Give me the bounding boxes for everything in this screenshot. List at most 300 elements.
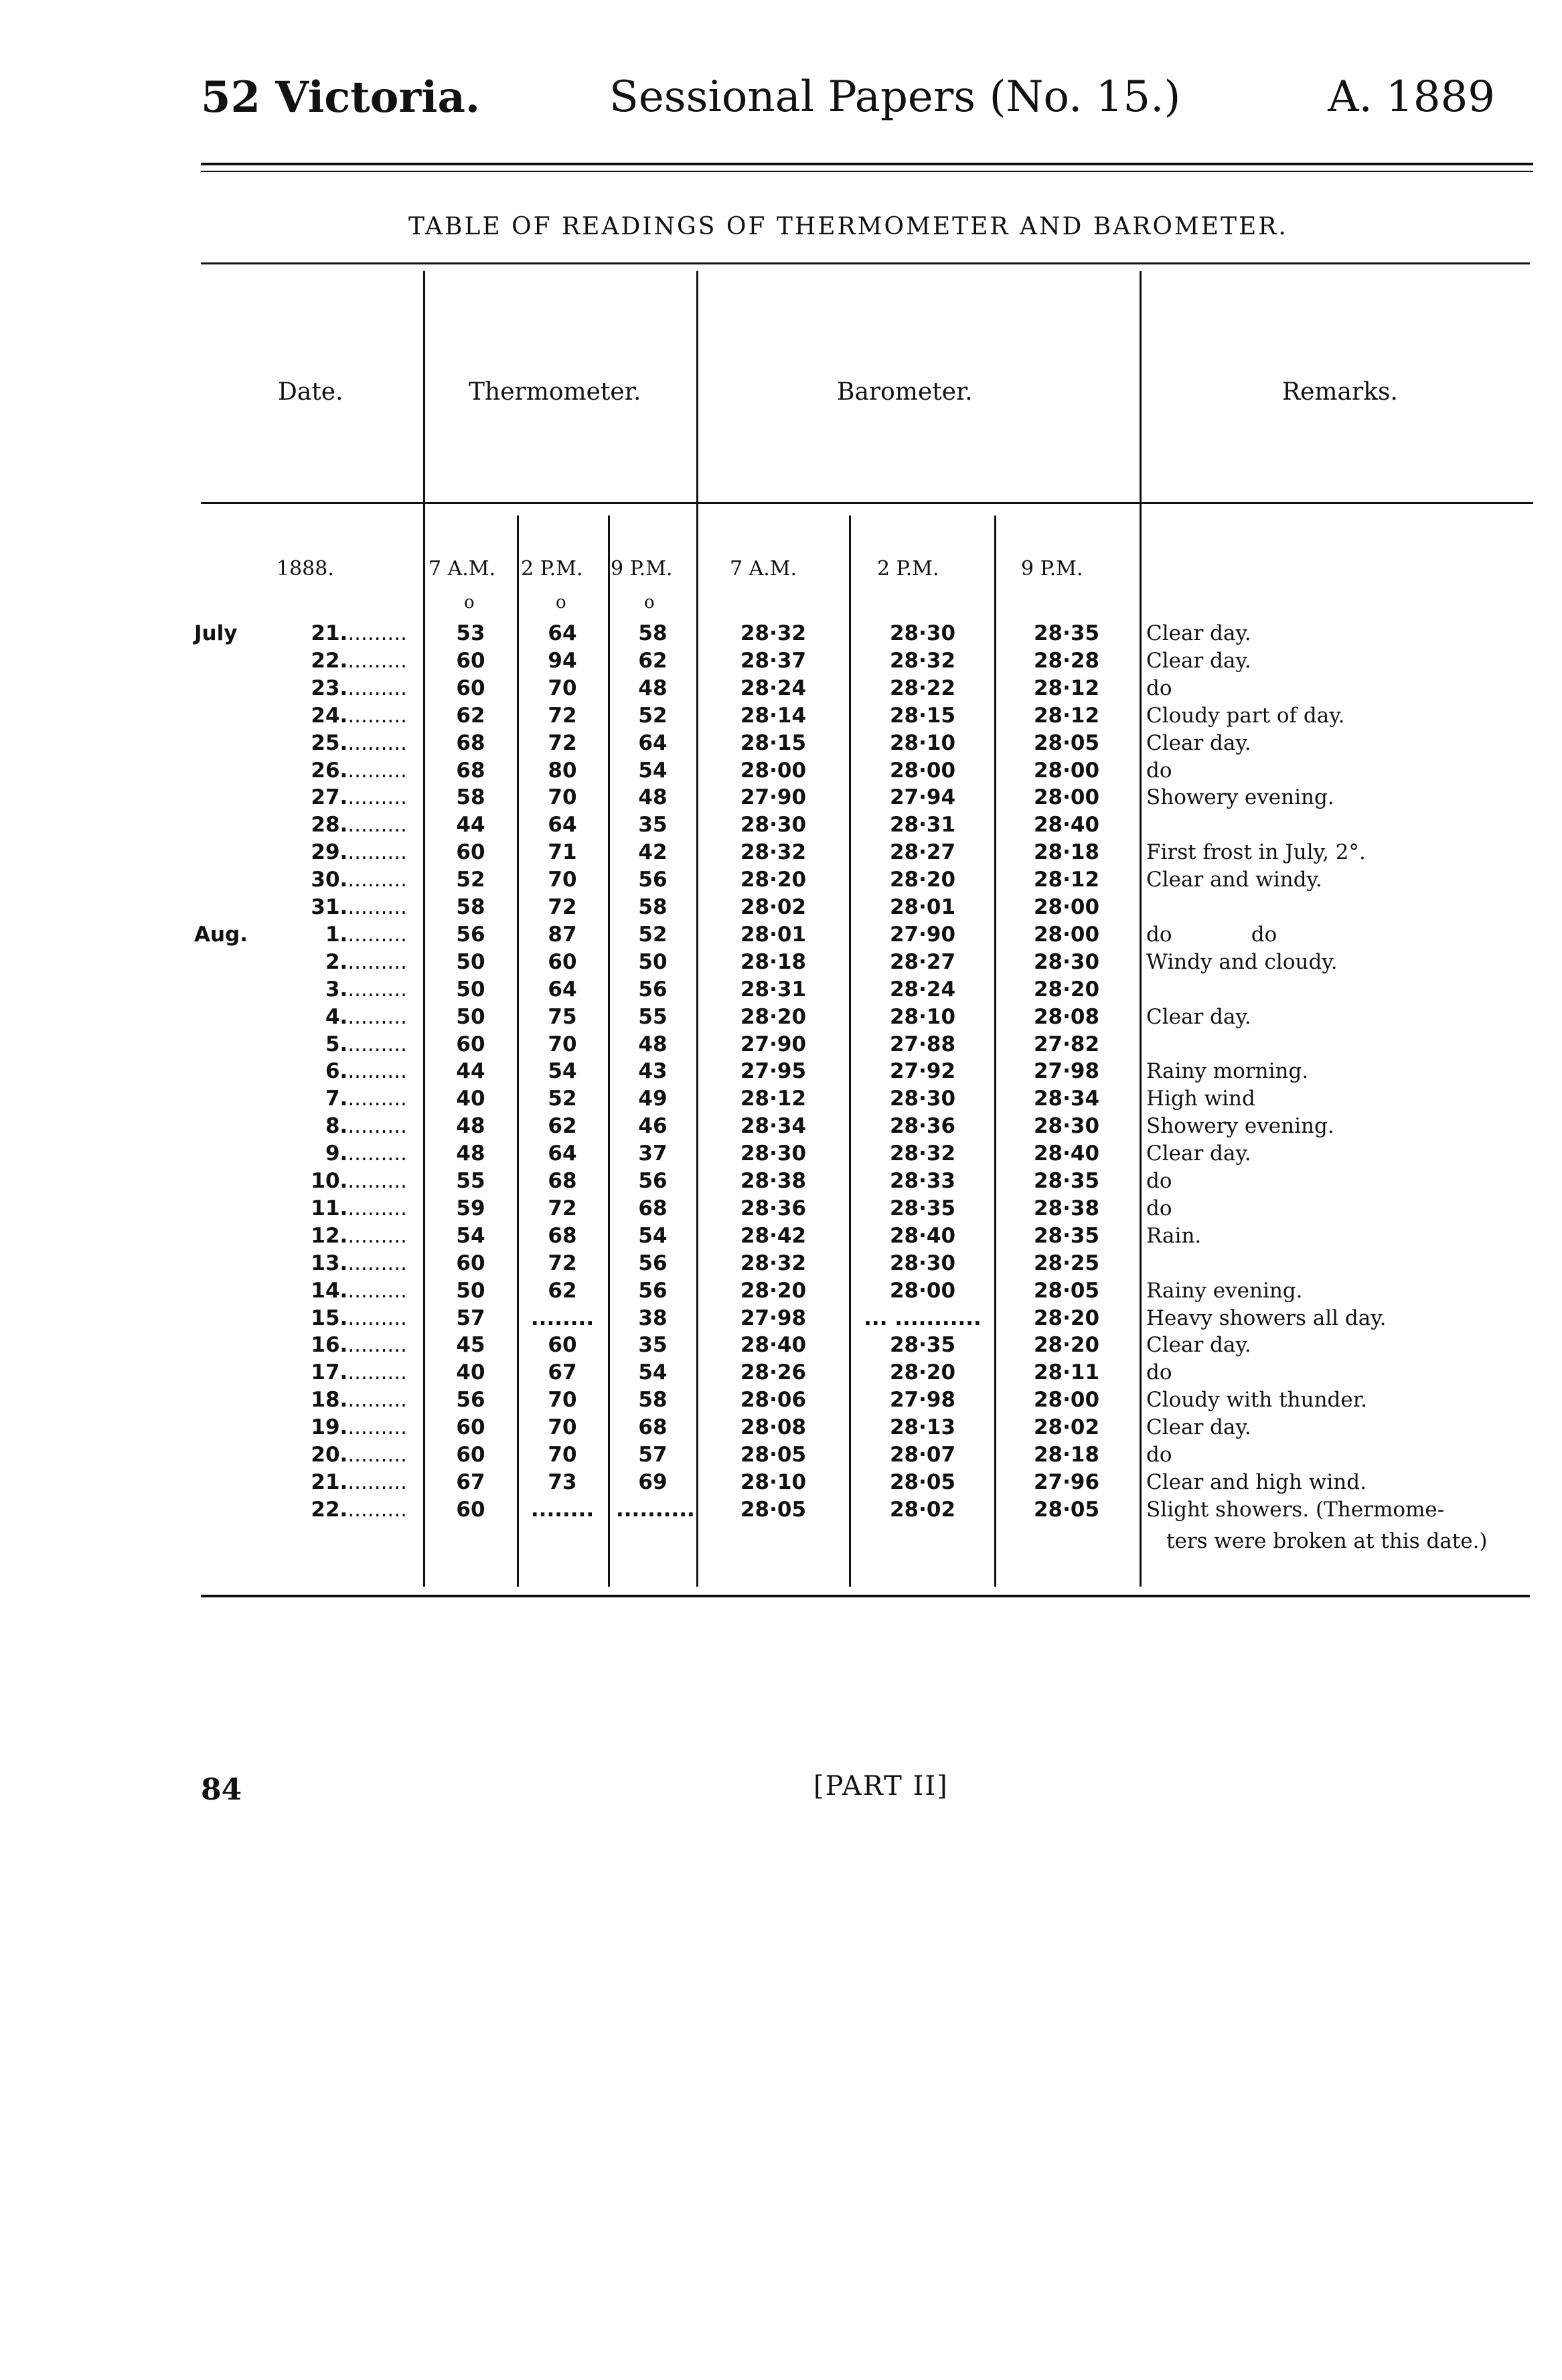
part-label: [PART II] — [813, 1771, 949, 1802]
cell-baro-2pm: 28·20 — [889, 868, 956, 892]
leader-dots: ......... — [347, 868, 407, 892]
table-row — [0, 731, 1562, 758]
cell-date — [194, 1059, 407, 1083]
cell-thermo-9pm: 54 — [638, 758, 668, 783]
subhead-baro-2pm: 2 P.M. — [877, 557, 939, 580]
table-row — [0, 1306, 1562, 1333]
cell-day: 21. — [311, 1470, 348, 1494]
cell-thermo-7am: 50 — [456, 1004, 485, 1029]
cell-baro-9pm: 28·00 — [1033, 895, 1100, 919]
cell-thermo-2pm: ........ — [530, 1305, 595, 1330]
degree-mark-9pm: o — [644, 592, 655, 613]
cell-baro-7am: 28·42 — [740, 1223, 807, 1248]
cell-baro-7am: 28·37 — [740, 648, 807, 673]
cell-baro-9pm: 28·20 — [1033, 977, 1100, 1002]
leader-dots: ......... — [347, 785, 407, 810]
leader-dots: ......... — [347, 1415, 407, 1440]
cell-thermo-9pm: 42 — [638, 840, 668, 865]
page-number: 84 — [201, 1773, 242, 1807]
cell-thermo-9pm: 58 — [638, 1388, 668, 1413]
cell-date — [194, 868, 407, 892]
table-row — [0, 676, 1562, 703]
cell-thermo-9pm: 54 — [638, 1360, 668, 1385]
cell-thermo-7am: 59 — [456, 1196, 485, 1220]
leader-dots: ......... — [347, 1497, 407, 1522]
cell-baro-9pm: 28·18 — [1033, 840, 1100, 865]
cell-day: 6. — [325, 1059, 348, 1084]
table-row — [0, 895, 1562, 922]
cell-remark: Windy and cloudy. — [1146, 949, 1338, 974]
cell-date — [194, 1224, 407, 1248]
cell-thermo-9pm: 48 — [638, 676, 668, 700]
cell-thermo-7am: 55 — [456, 1169, 485, 1193]
cell-baro-9pm: 28·40 — [1033, 1141, 1100, 1166]
table-top-rule — [201, 262, 1530, 264]
cell-baro-9pm: 28·28 — [1033, 648, 1100, 673]
remark-continuation: ters were broken at this date.) — [1166, 1529, 1488, 1553]
column-header-remarks: Remarks. — [1282, 378, 1398, 406]
cell-day: 17. — [311, 1360, 348, 1385]
cell-date — [194, 1388, 407, 1412]
leader-dots: ......... — [347, 1360, 407, 1385]
table-row — [0, 1087, 1562, 1113]
cell-thermo-7am: 58 — [456, 895, 485, 919]
table-row — [0, 621, 1562, 648]
cell-thermo-7am: 40 — [456, 1360, 485, 1385]
table-row — [0, 1443, 1562, 1470]
cell-day: 31. — [311, 895, 348, 919]
cell-baro-9pm: 28·25 — [1033, 1251, 1100, 1275]
cell-day: 28. — [311, 813, 348, 838]
cell-day: 7. — [325, 1087, 348, 1111]
cell-remark: Clear day. — [1146, 1004, 1251, 1029]
cell-thermo-2pm: 72 — [548, 1196, 577, 1220]
cell-baro-7am: 28·01 — [740, 922, 807, 947]
cell-thermo-2pm: 70 — [548, 1388, 577, 1413]
cell-thermo-9pm: 56 — [638, 1169, 668, 1193]
cell-thermo-7am: 60 — [456, 1443, 485, 1467]
cell-month: July — [194, 621, 238, 645]
cell-baro-2pm: 28·33 — [889, 1169, 956, 1193]
cell-baro-2pm: ... ........... — [864, 1305, 982, 1330]
leader-dots: ......... — [347, 1388, 407, 1413]
cell-baro-7am: 28·30 — [740, 813, 807, 838]
cell-date — [194, 923, 407, 947]
cell-baro-9pm: 28·30 — [1033, 1114, 1100, 1139]
cell-thermo-2pm: 70 — [548, 1415, 577, 1440]
cell-baro-7am: 27·90 — [740, 785, 807, 810]
table-row — [0, 1196, 1562, 1223]
cell-date — [194, 1005, 407, 1029]
cell-baro-7am: 28·40 — [740, 1333, 807, 1358]
cell-baro-9pm: 28·00 — [1033, 758, 1100, 783]
cell-baro-9pm: 28·38 — [1033, 1196, 1100, 1220]
cell-baro-7am: 28·15 — [740, 730, 807, 755]
cell-thermo-9pm: 43 — [638, 1059, 668, 1084]
subhead-thermo-2pm: 2 P.M. — [521, 557, 583, 580]
cell-day: 14. — [311, 1278, 348, 1303]
cell-thermo-9pm: 56 — [638, 868, 668, 892]
table-row — [0, 1032, 1562, 1059]
table-row — [0, 704, 1562, 730]
cell-baro-9pm: 28·02 — [1033, 1415, 1100, 1440]
cell-date — [194, 1279, 407, 1303]
cell-baro-2pm: 28·15 — [889, 703, 956, 728]
cell-baro-2pm: 28·01 — [889, 895, 956, 919]
leader-dots: ......... — [347, 813, 407, 838]
cell-thermo-2pm: 68 — [548, 1169, 577, 1193]
cell-date — [194, 813, 407, 837]
cell-baro-2pm: 28·00 — [889, 1278, 956, 1303]
leader-dots: ......... — [347, 621, 407, 645]
table-row — [0, 759, 1562, 785]
cell-month: Aug. — [194, 922, 248, 947]
cell-remark: Cloudy with thunder. — [1146, 1388, 1368, 1413]
cell-baro-9pm: 28·18 — [1033, 1443, 1100, 1467]
cell-baro-7am: 28·12 — [740, 1087, 807, 1111]
cell-date — [194, 950, 407, 974]
cell-baro-2pm: 28·07 — [889, 1443, 956, 1467]
table-row — [0, 1388, 1562, 1415]
cell-baro-7am: 28·26 — [740, 1360, 807, 1385]
cell-thermo-2pm: 62 — [548, 1114, 577, 1139]
cell-baro-7am: 27·95 — [740, 1059, 807, 1084]
degree-mark-2pm: o — [556, 592, 566, 613]
cell-day: 29. — [311, 840, 348, 865]
leader-dots: ......... — [347, 949, 407, 974]
cell-baro-2pm: 28·32 — [889, 648, 956, 673]
table-row — [0, 1498, 1562, 1524]
cell-remark: High wind — [1146, 1087, 1255, 1111]
cell-thermo-2pm: 72 — [548, 1251, 577, 1275]
cell-thermo-7am: 60 — [456, 1032, 485, 1056]
cell-baro-9pm: 28·05 — [1033, 1497, 1100, 1522]
cell-day: 3. — [325, 977, 348, 1002]
cell-thermo-7am: 50 — [456, 949, 485, 974]
cell-thermo-9pm: 68 — [638, 1415, 668, 1440]
cell-day: 22. — [311, 648, 348, 673]
cell-thermo-7am: 60 — [456, 1415, 485, 1440]
cell-day: 24. — [311, 703, 348, 728]
leader-dots: ......... — [347, 1114, 407, 1139]
cell-remark: Showery evening. — [1146, 1114, 1334, 1139]
cell-date — [194, 785, 407, 809]
cell-date — [194, 649, 407, 673]
leader-dots: ......... — [347, 922, 407, 947]
table-row — [0, 977, 1562, 1004]
cell-thermo-7am: 60 — [456, 840, 485, 865]
header-year: A. 1889 — [1328, 72, 1495, 122]
cell-baro-2pm: 27·98 — [889, 1388, 956, 1413]
leader-dots: ......... — [347, 1087, 407, 1111]
cell-remark: Clear day. — [1146, 1333, 1251, 1358]
cell-thermo-7am: 48 — [456, 1114, 485, 1139]
cell-date — [194, 759, 407, 783]
cell-baro-9pm: 28·11 — [1033, 1360, 1100, 1385]
cell-date — [194, 676, 407, 700]
cell-remark: do — [1146, 1360, 1172, 1385]
cell-day: 21. — [311, 621, 348, 645]
cell-thermo-9pm: 58 — [638, 895, 668, 919]
table-row — [0, 785, 1562, 812]
cell-remark: do — [1146, 676, 1172, 700]
cell-baro-7am: 28·18 — [740, 949, 807, 974]
cell-thermo-7am: 68 — [456, 758, 485, 783]
cell-date — [194, 1470, 407, 1494]
cell-date — [194, 1498, 407, 1522]
cell-date — [194, 1251, 407, 1275]
cell-thermo-7am: 68 — [456, 730, 485, 755]
cell-thermo-7am: 53 — [456, 621, 485, 645]
cell-day: 15. — [311, 1305, 348, 1330]
cell-baro-7am: 28·24 — [740, 676, 807, 700]
cell-baro-7am: 28·10 — [740, 1470, 807, 1494]
cell-remark: Showery evening. — [1146, 785, 1334, 810]
cell-baro-2pm: 28·02 — [889, 1497, 956, 1522]
cell-thermo-7am: 40 — [456, 1087, 485, 1111]
leader-dots: ......... — [347, 1278, 407, 1303]
cell-baro-9pm: 28·00 — [1033, 785, 1100, 810]
cell-remark: do do — [1146, 922, 1277, 947]
cell-day: 30. — [311, 868, 348, 892]
cell-thermo-2pm: 54 — [548, 1059, 577, 1084]
cell-thermo-9pm: 38 — [638, 1305, 668, 1330]
table-row — [0, 868, 1562, 894]
cell-baro-7am: 28·14 — [740, 703, 807, 728]
leader-dots: ......... — [347, 895, 407, 919]
cell-day: 13. — [311, 1251, 348, 1275]
cell-baro-9pm: 28·30 — [1033, 949, 1100, 974]
cell-baro-7am: 28·05 — [740, 1497, 807, 1522]
table-caption: TABLE OF READINGS OF THERMOMETER AND BAROMETER. — [408, 213, 1288, 240]
header-rule-bottom — [201, 171, 1533, 172]
cell-baro-2pm: 28·27 — [889, 949, 956, 974]
cell-date — [194, 621, 407, 645]
cell-remark: Clear day. — [1146, 1415, 1251, 1440]
cell-thermo-9pm: 56 — [638, 977, 668, 1002]
cell-thermo-2pm: 72 — [548, 703, 577, 728]
cell-thermo-9pm: 52 — [638, 703, 668, 728]
cell-date — [194, 840, 407, 864]
leader-dots: ......... — [347, 840, 407, 865]
cell-remark: Heavy showers all day. — [1146, 1305, 1387, 1330]
cell-baro-2pm: 28·36 — [889, 1114, 956, 1139]
cell-day: 12. — [311, 1223, 348, 1248]
cell-baro-2pm: 28·30 — [889, 1251, 956, 1275]
cell-date — [194, 1443, 407, 1467]
cell-thermo-2pm: 73 — [548, 1470, 577, 1494]
cell-thermo-7am: 60 — [456, 648, 485, 673]
cell-remark: First frost in July, 2°. — [1146, 840, 1366, 865]
cell-baro-2pm: 28·27 — [889, 840, 956, 865]
table-row — [0, 813, 1562, 840]
cell-baro-2pm: 27·94 — [889, 785, 956, 810]
cell-thermo-7am: 52 — [456, 868, 485, 892]
cell-baro-9pm: 27·96 — [1033, 1470, 1100, 1494]
cell-remark: Clear day. — [1146, 621, 1251, 645]
cell-remark: Clear day. — [1146, 648, 1251, 673]
table-row — [0, 1360, 1562, 1387]
header-title: Sessional Papers (No. 15.) — [609, 72, 1181, 122]
leader-dots: ......... — [347, 1141, 407, 1166]
cell-baro-2pm: 28·35 — [889, 1196, 956, 1220]
table-row — [0, 923, 1562, 949]
cell-day: 26. — [311, 758, 348, 783]
cell-thermo-9pm: 49 — [638, 1087, 668, 1111]
cell-thermo-2pm: 52 — [548, 1087, 577, 1111]
cell-baro-2pm: 28·32 — [889, 1141, 956, 1166]
cell-baro-9pm: 28·05 — [1033, 1278, 1100, 1303]
table-row — [0, 1114, 1562, 1141]
cell-thermo-7am: 45 — [456, 1333, 485, 1358]
cell-baro-9pm: 28·35 — [1033, 1223, 1100, 1248]
leader-dots: ......... — [347, 648, 407, 673]
cell-thermo-2pm: 62 — [548, 1278, 577, 1303]
cell-thermo-9pm: 62 — [638, 648, 668, 673]
subhead-thermo-9pm: 9 P.M. — [611, 557, 673, 580]
cell-thermo-7am: 57 — [456, 1305, 485, 1330]
leader-dots: ......... — [347, 1059, 407, 1084]
cell-baro-9pm: 28·20 — [1033, 1333, 1100, 1358]
table-row — [0, 1251, 1562, 1278]
cell-date — [194, 1169, 407, 1193]
table-row — [0, 1224, 1562, 1251]
cell-date — [194, 1306, 407, 1330]
cell-thermo-2pm: 80 — [548, 758, 577, 783]
leader-dots: ......... — [347, 758, 407, 783]
cell-date — [194, 1032, 407, 1056]
cell-day: 5. — [325, 1032, 348, 1056]
cell-baro-7am: 27·90 — [740, 1032, 807, 1056]
table-row — [0, 1169, 1562, 1196]
cell-thermo-9pm: 69 — [638, 1470, 668, 1494]
cell-baro-7am: 28·08 — [740, 1415, 807, 1440]
cell-day: 2. — [325, 949, 348, 974]
cell-date — [194, 1196, 407, 1220]
cell-baro-7am: 28·20 — [740, 868, 807, 892]
cell-thermo-9pm: 35 — [638, 813, 668, 838]
cell-thermo-2pm: 70 — [548, 785, 577, 810]
cell-day: 4. — [325, 1004, 348, 1029]
cell-baro-7am: 28·32 — [740, 840, 807, 865]
table-row — [0, 1005, 1562, 1032]
cell-thermo-2pm: 72 — [548, 895, 577, 919]
cell-baro-7am: 28·20 — [740, 1004, 807, 1029]
cell-thermo-2pm: 68 — [548, 1223, 577, 1248]
cell-remark: Rainy morning. — [1146, 1059, 1309, 1084]
subhead-baro-7am: 7 A.M. — [730, 557, 797, 580]
leader-dots: ......... — [347, 1333, 407, 1358]
cell-day: 23. — [311, 676, 348, 700]
cell-date — [194, 1141, 407, 1166]
cell-remark: Rainy evening. — [1146, 1278, 1303, 1303]
cell-thermo-7am: 67 — [456, 1470, 485, 1494]
leader-dots: ......... — [347, 1443, 407, 1467]
cell-baro-9pm: 28·40 — [1033, 813, 1100, 838]
cell-baro-7am: 28·32 — [740, 621, 807, 645]
cell-day: 27. — [311, 785, 348, 810]
cell-thermo-2pm: 72 — [548, 730, 577, 755]
cell-thermo-2pm: 64 — [548, 1141, 577, 1166]
cell-thermo-2pm: 60 — [548, 1333, 577, 1358]
cell-baro-7am: 28·05 — [740, 1443, 807, 1467]
cell-thermo-9pm: 56 — [638, 1251, 668, 1275]
cell-remark: Slight showers. (Thermome- — [1146, 1497, 1445, 1522]
column-header-thermometer: Thermometer. — [469, 378, 641, 406]
cell-baro-9pm: 27·82 — [1033, 1032, 1100, 1056]
cell-date — [194, 1333, 407, 1357]
cell-thermo-2pm: 60 — [548, 949, 577, 974]
cell-baro-7am: 28·38 — [740, 1169, 807, 1193]
cell-date — [194, 1415, 407, 1439]
header-session: 52 Victoria. — [201, 72, 481, 123]
cell-baro-9pm: 28·35 — [1033, 1169, 1100, 1193]
cell-remark: Cloudy part of day. — [1146, 703, 1345, 728]
leader-dots: ......... — [347, 1470, 407, 1494]
cell-thermo-7am: 44 — [456, 1059, 485, 1084]
cell-baro-2pm: 28·22 — [889, 676, 956, 700]
cell-thermo-7am: 50 — [456, 1278, 485, 1303]
cell-baro-7am: 28·34 — [740, 1114, 807, 1139]
cell-baro-2pm: 28·31 — [889, 813, 956, 838]
cell-baro-9pm: 28·08 — [1033, 1004, 1100, 1029]
leader-dots: ......... — [347, 703, 407, 728]
cell-date — [194, 977, 407, 1002]
cell-day: 18. — [311, 1388, 348, 1413]
cell-remark: do — [1146, 1196, 1172, 1220]
cell-thermo-2pm: 87 — [548, 922, 577, 947]
header-bottom-rule — [201, 502, 1533, 504]
cell-day: 11. — [311, 1196, 348, 1220]
cell-thermo-9pm: 50 — [638, 949, 668, 974]
leader-dots: ......... — [347, 1223, 407, 1248]
cell-thermo-2pm: 64 — [548, 813, 577, 838]
cell-baro-7am: 28·36 — [740, 1196, 807, 1220]
cell-day: 10. — [311, 1169, 348, 1193]
cell-baro-9pm: 28·20 — [1033, 1305, 1100, 1330]
cell-thermo-2pm: 70 — [548, 1032, 577, 1056]
cell-baro-2pm: 28·30 — [889, 1087, 956, 1111]
cell-thermo-9pm: 57 — [638, 1443, 668, 1467]
leader-dots: ......... — [347, 1169, 407, 1193]
cell-thermo-7am: 44 — [456, 813, 485, 838]
cell-remark: do — [1146, 1443, 1172, 1467]
cell-baro-2pm: 28·20 — [889, 1360, 956, 1385]
cell-baro-9pm: 28·05 — [1033, 730, 1100, 755]
cell-date — [194, 1360, 407, 1384]
cell-baro-9pm: 28·00 — [1033, 922, 1100, 947]
cell-baro-2pm: 27·92 — [889, 1059, 956, 1084]
subhead-thermo-7am: 7 A.M. — [428, 557, 496, 580]
table-row — [0, 649, 1562, 676]
cell-baro-7am: 28·00 — [740, 758, 807, 783]
table-row — [0, 1279, 1562, 1305]
cell-thermo-2pm: 67 — [548, 1360, 577, 1385]
cell-baro-9pm: 28·35 — [1033, 621, 1100, 645]
header-rule-top — [201, 163, 1533, 165]
table-bottom-rule — [201, 1595, 1530, 1597]
cell-thermo-9pm: 54 — [638, 1223, 668, 1248]
cell-thermo-7am: 48 — [456, 1141, 485, 1166]
cell-thermo-9pm: 68 — [638, 1196, 668, 1220]
cell-baro-2pm: 28·24 — [889, 977, 956, 1002]
cell-thermo-7am: 56 — [456, 922, 485, 947]
table-row — [0, 1470, 1562, 1497]
year-label: 1888. — [277, 557, 334, 580]
column-header-date: Date. — [278, 378, 343, 406]
cell-remark: Clear day. — [1146, 1141, 1251, 1166]
cell-thermo-9pm: 37 — [638, 1141, 668, 1166]
